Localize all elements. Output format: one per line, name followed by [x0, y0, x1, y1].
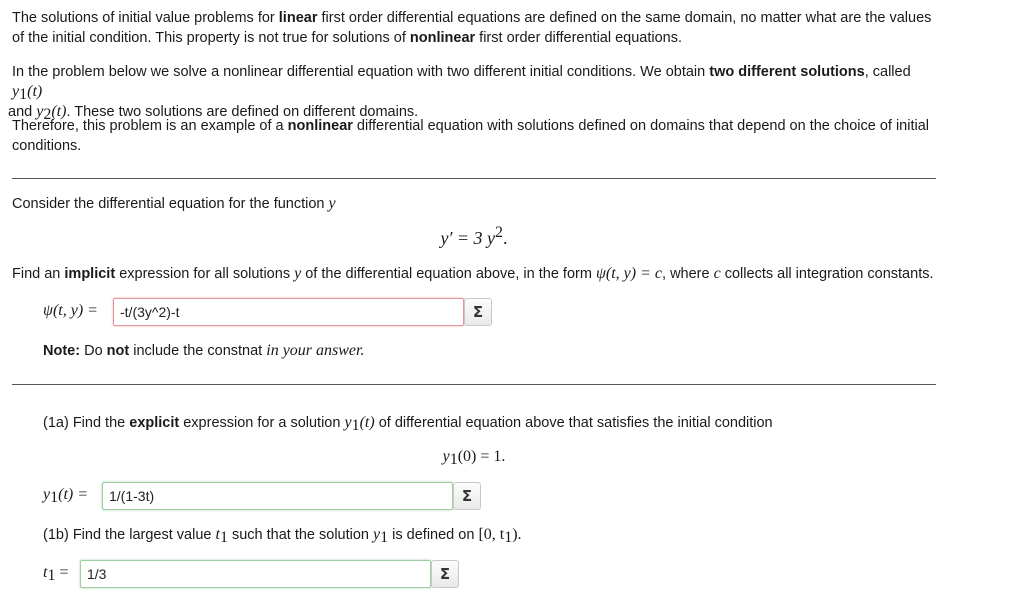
t1-label: $t_1$ = — [43, 564, 69, 584]
part-1b-text: (1b) Find the largest value $t_1$ such that the solution $y_1$ is defined on [0, $t_1$). — [43, 526, 522, 546]
note-text: Note: Do not include the constnat in your answer. — [43, 342, 365, 359]
psi-answer-input[interactable]: -t/(3y^2)-t — [113, 298, 464, 326]
part-1a-text: (1a) Find the explicit expression for a solution $y_1(t)$ of differential equation above that satisfies the initial condition — [43, 414, 773, 434]
divider-1 — [12, 178, 936, 179]
t1-answer-input[interactable]: 1/3 — [80, 560, 431, 588]
intro-paragraph-1: The solutions of initial value problems for linear first order differential equations are defined on the same domain, no matter what are the values of the initial condition. This property is not true for solutions of nonlinear first order differential equations. — [12, 10, 932, 46]
y1-answer-input[interactable]: 1/(1-3t) — [102, 482, 453, 510]
y1-sigma-button[interactable]: Σ — [453, 482, 481, 510]
t1-sigma-button[interactable]: Σ — [431, 560, 459, 588]
initial-condition: $y_1(0) = 1$. — [442, 448, 506, 468]
psi-sigma-button[interactable]: Σ — [464, 298, 492, 326]
psi-label: ψ(t, y) = — [43, 302, 98, 319]
intro-paragraph-2: In the problem below we solve a nonlinear differential equation with two different initial conditions. We obtain two different solutions, called $y_1(t)$ and $y_2(t)$. These two solutions are defined on different domains. — [8, 64, 911, 123]
find-implicit-text: Find an implicit expression for all solutions y of the differential equation above, in the form ψ(t, y) = c, where c collects all integration constants. — [12, 265, 934, 282]
consider-text: Consider the differential equation for the function y — [12, 195, 336, 212]
divider-2 — [12, 384, 936, 385]
intro-paragraph-3: Therefore, this problem is an example of a nonlinear differential equation with solutions defined on domains that depend on the choice of initial conditions. — [12, 118, 930, 154]
differential-equation: y′ = 3 $y^2$. — [440, 224, 508, 248]
y1-label: $y_1(t)$ = — [43, 486, 89, 506]
